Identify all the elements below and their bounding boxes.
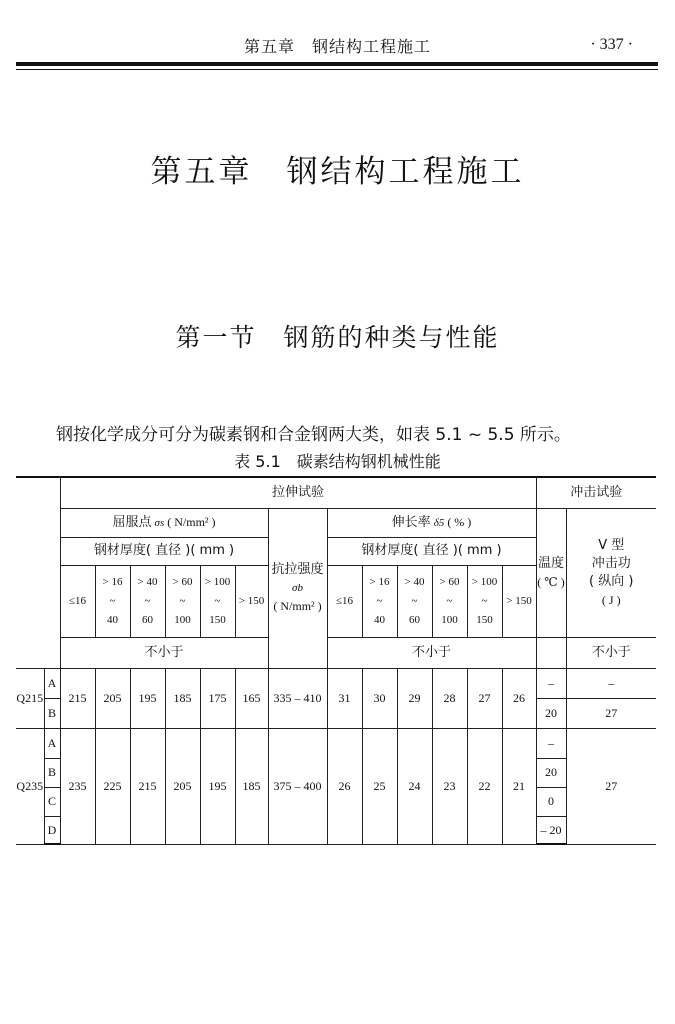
- elongation-range-cell: [502, 565, 536, 637]
- table-caption: [0, 449, 675, 472]
- yield-range-cell: [200, 565, 235, 637]
- range-label: 60: [142, 613, 153, 626]
- intro-paragraph: 钢按化学成分可分为碳素钢和合金钢两大类，如表 5.1 ~ 5.5 所示。: [56, 425, 571, 445]
- chapter-title: 第五章 钢结构工程施工: [150, 154, 525, 190]
- yield-not-less-than: 不小于: [60, 637, 268, 668]
- yield-range-cell: [165, 565, 200, 637]
- empty-corner-cell: [16, 477, 44, 668]
- range-label: 40: [374, 613, 385, 626]
- range-label: > 60: [439, 575, 460, 588]
- temperature-unit: ( ℃ ): [537, 574, 565, 589]
- elongation-value: 24: [397, 728, 432, 844]
- yield-value: 185: [165, 668, 200, 728]
- impact-test-header: 冲击试验: [536, 477, 656, 508]
- elongation-symbol: δ5: [433, 516, 445, 529]
- page-number: · 337 ·: [590, 36, 633, 53]
- header-rule-thin: [16, 69, 658, 70]
- range-label: > 16: [369, 575, 390, 588]
- tensile-strength-symbol: σb: [292, 582, 303, 594]
- elongation-range-cell: [397, 565, 432, 637]
- impact-unit-label: ( J ): [601, 592, 621, 607]
- level-cell: B: [44, 758, 60, 787]
- impact-v-label: V 型: [598, 537, 625, 553]
- empty-corner-cell: [44, 477, 60, 668]
- range-label: ≤16: [335, 594, 354, 607]
- range-label: 40: [107, 613, 118, 626]
- grade-q215: Q215: [16, 668, 44, 728]
- range-label: 150: [476, 613, 493, 626]
- range-label: > 40: [404, 575, 425, 588]
- yield-value: 195: [200, 728, 235, 844]
- range-label: ~: [214, 594, 221, 607]
- elongation-value: 25: [362, 728, 397, 844]
- elongation-value: 26: [327, 728, 362, 844]
- impact-value: 27: [566, 728, 656, 844]
- temperature-value: – 20: [536, 816, 566, 844]
- range-label: > 100: [204, 575, 231, 588]
- yield-point-label: 屈服点: [112, 514, 152, 530]
- elongation-not-less-than: 不小于: [327, 637, 536, 668]
- tensile-test-header: 拉伸试验: [60, 477, 536, 508]
- yield-value: 205: [95, 668, 130, 728]
- yield-value: 215: [60, 668, 95, 728]
- level-cell: C: [44, 787, 60, 816]
- elongation-value: 21: [502, 728, 536, 844]
- yield-value: 175: [200, 668, 235, 728]
- header-rule-thick: [16, 62, 658, 66]
- impact-direction-label: ( 纵向 ): [589, 573, 634, 589]
- temperature-value: –: [536, 728, 566, 758]
- range-label: > 150: [506, 594, 532, 607]
- range-label: 60: [409, 613, 420, 626]
- yield-point-symbol: σs: [154, 516, 165, 529]
- level-cell: A: [44, 668, 60, 698]
- section-title: 第一节 钢筋的种类与性能: [175, 323, 500, 352]
- elongation-range-cell: [432, 565, 467, 637]
- yield-point-header: [60, 508, 268, 537]
- table-caption-label: 表 5.1: [234, 452, 281, 471]
- running-header-chapter: 第五章 钢结构工程施工: [243, 37, 431, 56]
- yield-value: 165: [235, 668, 268, 728]
- range-label: ~: [446, 594, 453, 607]
- elongation-header: [327, 508, 536, 537]
- impact-value: –: [566, 668, 656, 698]
- range-label: > 16: [102, 575, 123, 588]
- impact-work-label: 冲击功: [591, 555, 631, 571]
- range-label: > 60: [172, 575, 193, 588]
- impact-value: 27: [566, 698, 656, 728]
- impact-not-less-than: 不小于: [566, 637, 656, 668]
- temperature-value: 0: [536, 787, 566, 816]
- elongation-value: 22: [467, 728, 502, 844]
- yield-range-cell: [130, 565, 165, 637]
- yield-value: 215: [130, 728, 165, 844]
- grade-q235: Q235: [16, 728, 44, 844]
- range-label: 100: [441, 613, 458, 626]
- range-label: ≤16: [68, 594, 87, 607]
- tensile-strength-value: 335 – 410: [268, 668, 327, 728]
- tensile-strength-label: 抗拉强度: [271, 562, 324, 577]
- range-label: ~: [411, 594, 418, 607]
- elongation-range-cell: [362, 565, 397, 637]
- tensile-strength-header: [268, 508, 327, 668]
- range-label: > 150: [238, 594, 265, 607]
- yield-value: 195: [130, 668, 165, 728]
- yield-range-cell: [235, 565, 268, 637]
- yield-range-cell: [60, 565, 95, 637]
- range-label: ~: [376, 594, 383, 607]
- yield-value: 235: [60, 728, 95, 844]
- elongation-value: 27: [467, 668, 502, 728]
- elongation-label: 伸长率: [391, 514, 431, 530]
- range-label: ~: [179, 594, 186, 607]
- range-label: ~: [481, 594, 488, 607]
- level-cell: B: [44, 698, 60, 728]
- steel-properties-table: [16, 476, 656, 845]
- elongation-value: 28: [432, 668, 467, 728]
- range-label: > 100: [471, 575, 498, 588]
- tensile-strength-unit: ( N/mm² ): [273, 599, 322, 613]
- elongation-value: 23: [432, 728, 467, 844]
- temperature-value: 20: [536, 698, 566, 728]
- yield-value: 225: [95, 728, 130, 844]
- level-cell: A: [44, 728, 60, 758]
- yield-thickness-header: 钢材厚度( 直径 )( mm ): [60, 537, 268, 565]
- range-label: 150: [209, 613, 226, 626]
- elongation-value: 26: [502, 668, 536, 728]
- empty-cell: [536, 637, 566, 668]
- range-label: ~: [144, 594, 151, 607]
- elongation-thickness-header: 钢材厚度( 直径 )( mm ): [327, 537, 536, 565]
- range-label: > 40: [137, 575, 158, 588]
- elongation-unit: ( % ): [447, 514, 472, 529]
- temperature-header: [536, 508, 566, 637]
- temperature-value: –: [536, 668, 566, 698]
- temperature-value: 20: [536, 758, 566, 787]
- impact-work-header: [566, 508, 656, 637]
- tensile-strength-value: 375 – 400: [268, 728, 327, 844]
- range-label: ~: [109, 594, 116, 607]
- elongation-value: 31: [327, 668, 362, 728]
- elongation-range-cell: [327, 565, 362, 637]
- table-caption-title: 碳素结构钢机械性能: [296, 452, 441, 471]
- range-label: 100: [174, 613, 191, 626]
- elongation-range-cell: [467, 565, 502, 637]
- elongation-value: 29: [397, 668, 432, 728]
- yield-value: 185: [235, 728, 268, 844]
- level-cell: D: [44, 816, 60, 844]
- yield-point-unit: ( N/mm² ): [167, 514, 216, 529]
- yield-range-cell: [95, 565, 130, 637]
- yield-value: 205: [165, 728, 200, 844]
- temperature-label: 温度: [537, 555, 564, 571]
- elongation-value: 30: [362, 668, 397, 728]
